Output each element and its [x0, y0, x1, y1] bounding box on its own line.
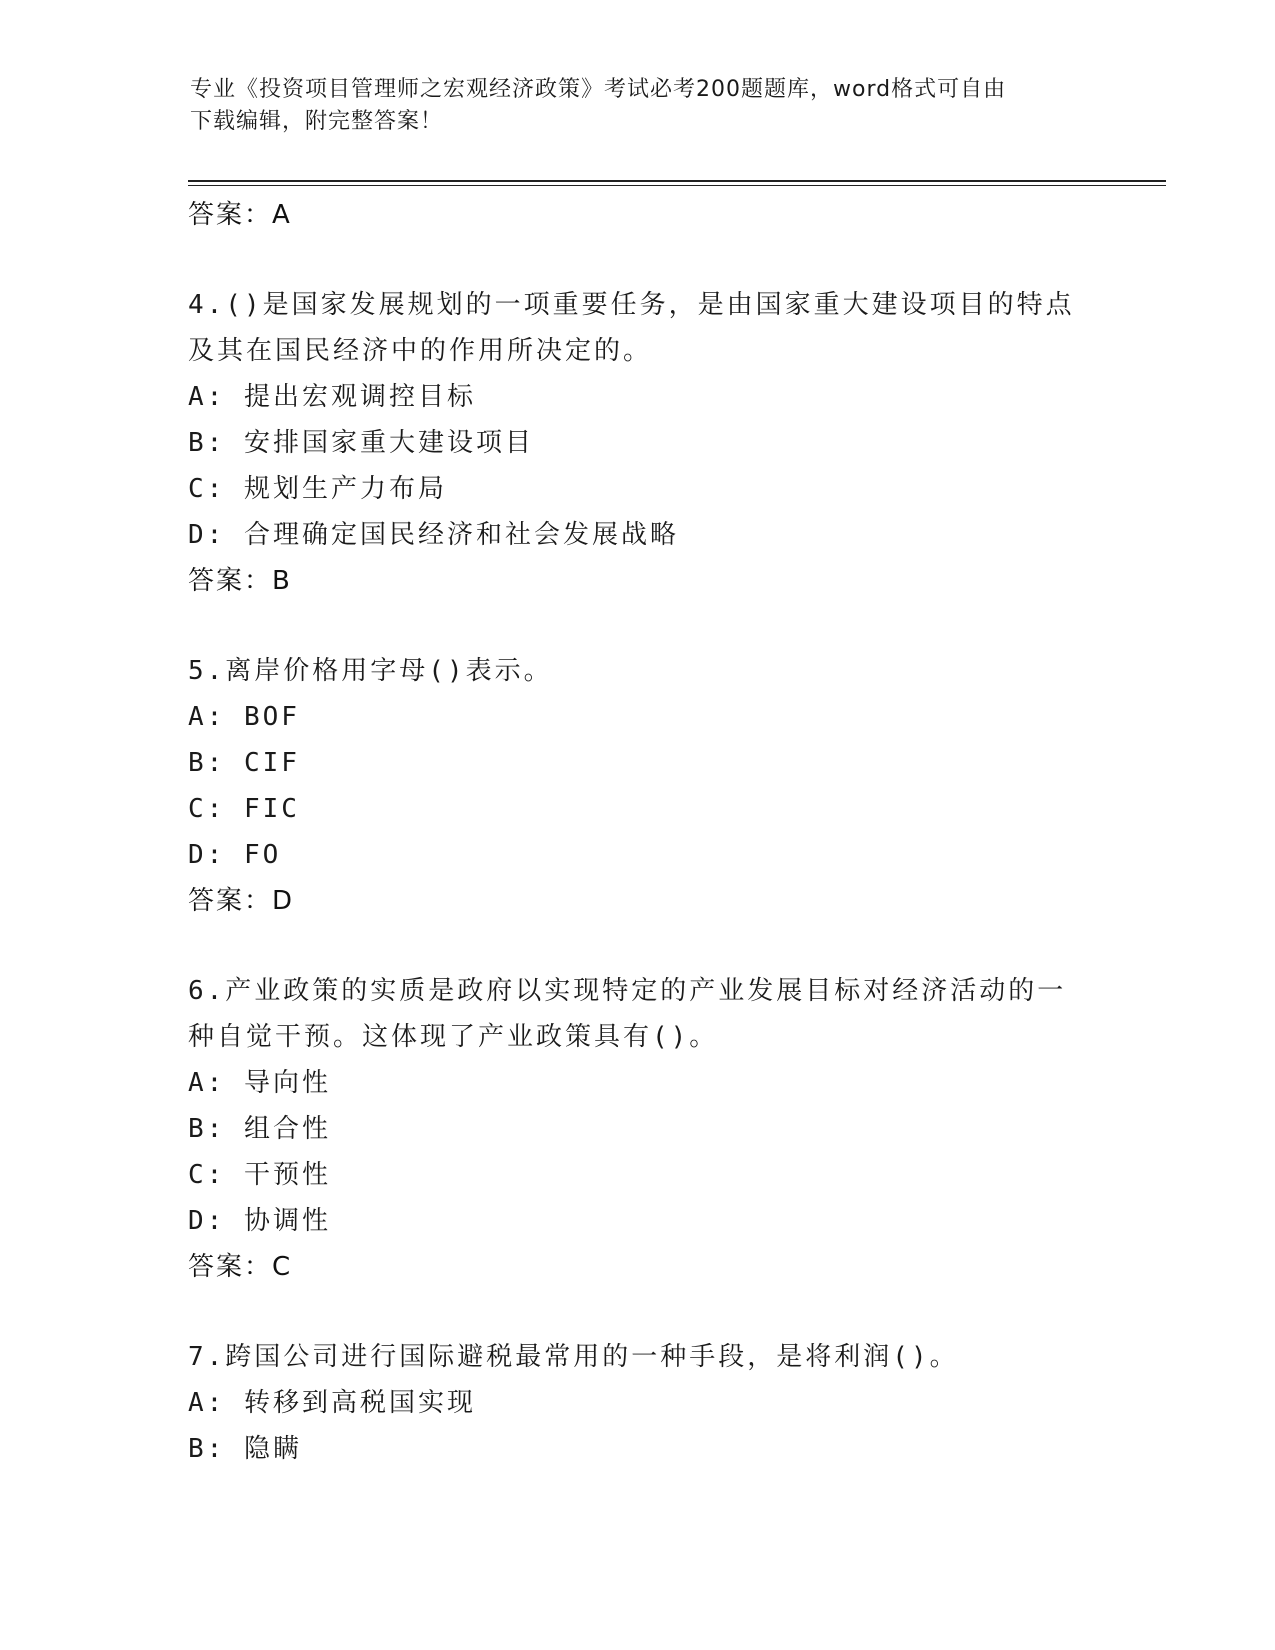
- question-stem-continued: 及其在国民经济中的作用所决定的。: [188, 336, 653, 366]
- option-b: B: 组合性: [188, 1114, 331, 1144]
- option-c: C: 干预性: [188, 1160, 331, 1190]
- option-b: B: 安排国家重大建设项目: [188, 428, 534, 458]
- question-stem-continued: 种自觉干预。这体现了产业政策具有()。: [188, 1022, 719, 1052]
- answer: 答案：C: [188, 1252, 293, 1282]
- document-header: [190, 74, 1090, 138]
- option-a: A: 导向性: [188, 1068, 331, 1098]
- question-stem: 6.产业政策的实质是政府以实现特定的产业发展目标对经济活动的一: [188, 976, 1067, 1006]
- question-7: [188, 1334, 1088, 1472]
- header-line-1: 专业《投资项目管理师之宏观经济政策》考试必考200题题库，word格式可自由: [190, 77, 1007, 102]
- answer: 答案：D: [188, 886, 295, 916]
- option-b: B: 隐瞒: [188, 1434, 302, 1464]
- question-stem: 7.跨国公司进行国际避税最常用的一种手段，是将利润()。: [188, 1342, 959, 1372]
- option-b: B: CIF: [188, 748, 300, 778]
- question-stem: 4.()是国家发展规划的一项重要任务，是由国家重大建设项目的特点: [188, 290, 1075, 320]
- question-4: [188, 282, 1088, 604]
- option-a: A: BOF: [188, 702, 300, 732]
- previous-answer: 答案：A: [188, 200, 292, 230]
- question-6: [188, 968, 1088, 1290]
- option-d: D: FO: [188, 840, 282, 870]
- header-divider-thick: [188, 180, 1166, 182]
- option-d: D: 协调性: [188, 1206, 331, 1236]
- option-c: C: 规划生产力布局: [188, 474, 447, 504]
- option-a: A: 提出宏观调控目标: [188, 382, 476, 412]
- answer: 答案：B: [188, 566, 292, 596]
- option-a: A: 转移到高税国实现: [188, 1388, 476, 1418]
- option-c: C: FIC: [188, 794, 300, 824]
- question-stem: 5.离岸价格用字母()表示。: [188, 656, 553, 686]
- header-line-2: 下载编辑，附完整答案！: [190, 109, 444, 134]
- question-list: [188, 192, 1088, 1472]
- question-5: [188, 648, 1088, 924]
- option-d: D: 合理确定国民经济和社会发展战略: [188, 520, 679, 550]
- header-divider-thin: [188, 185, 1166, 186]
